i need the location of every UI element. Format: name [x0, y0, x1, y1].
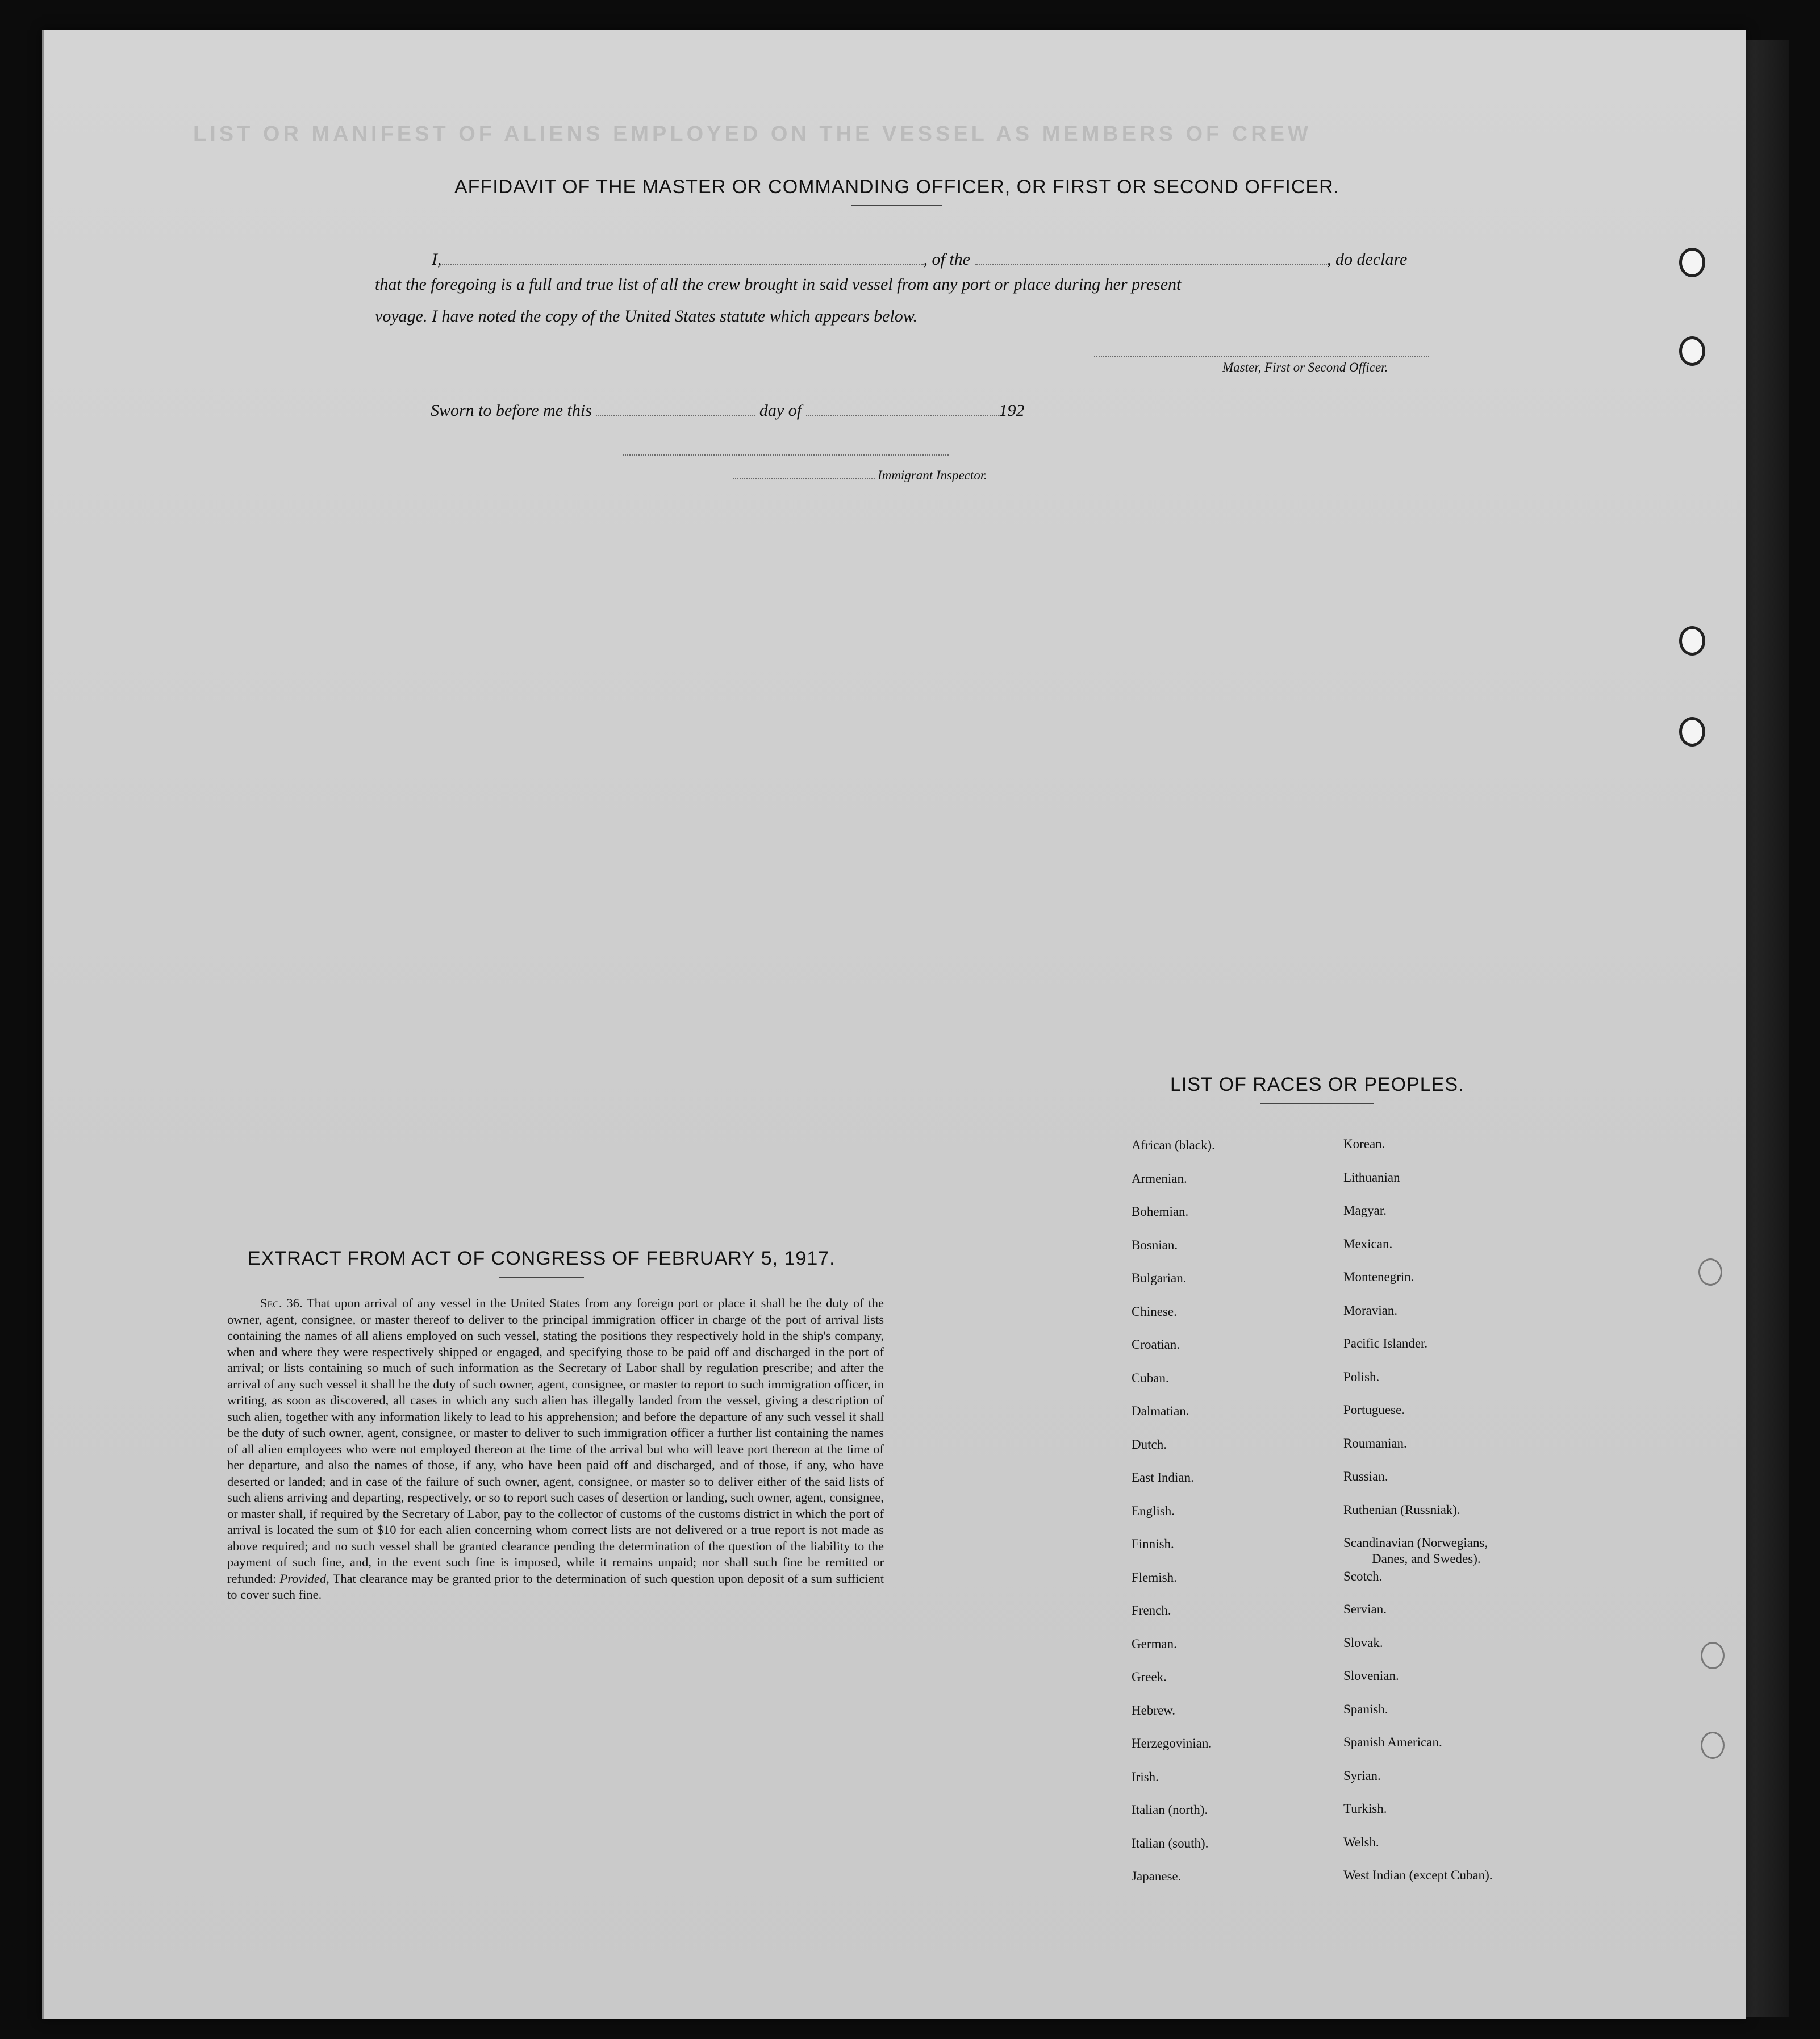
race-item: Armenian. — [1132, 1171, 1187, 1186]
binder-hole — [1679, 336, 1705, 366]
race-item: Bohemian. — [1132, 1204, 1189, 1219]
binder-hole — [1679, 248, 1705, 277]
heading-rule — [1260, 1103, 1374, 1104]
extract-title: EXTRACT FROM ACT OF CONGRESS OF FEBRUARY 5, 1917. — [248, 1248, 836, 1269]
binder-hole — [1701, 1642, 1725, 1669]
signature-line — [1094, 341, 1429, 357]
race-item: Croatian. — [1132, 1337, 1180, 1352]
races-heading — [1170, 1074, 1464, 1104]
races-title: LIST OF RACES OR PEOPLES. — [1170, 1074, 1464, 1095]
race-item: Montenegrin. — [1343, 1270, 1414, 1284]
affidavit-title: AFFIDAVIT OF THE MASTER OR COMMANDING OFFICER, OR FIRST OR SECOND OFFICER. — [454, 176, 1340, 198]
race-item: Finnish. — [1132, 1537, 1174, 1551]
inspector-caption-line — [733, 468, 875, 479]
race-item: Moravian. — [1343, 1303, 1398, 1317]
race-item: Slovenian. — [1343, 1669, 1399, 1683]
declaration-line-3: voyage. I have noted the copy of the United States statute which appears below. — [375, 307, 918, 326]
signature-caption: Master, First or Second Officer. — [1222, 360, 1388, 374]
race-item: Servian. — [1343, 1602, 1387, 1616]
race-item: Roumanian. — [1343, 1436, 1407, 1450]
race-item: Polish. — [1343, 1369, 1380, 1384]
extract-heading — [248, 1248, 836, 1278]
statute-body: That upon arrival of any vessel in the United States from any foreign port or place it shall be the duty of the owner, agent, consignee, or master thereof to deliver to the principal immigration officer in charge of the port of arrival lists containing the names of all aliens employed on such vessel, stating the positions they respectively hold in the ship's company, when and where they were respectively shipped or engaged, and specifying those to be paid off and discharged in the port of arrival; or lists containing so much of such information as the Secretary of Labor shall by regulation prescribe; and after the arrival of any such vessel it shall be the duty of such owner, agent, consignee, or master to report to such immigration officer, in writing, as soon as discovered, all cases in which any such alien has illegally landed from the vessel, giving a description of such alien, together with any information likely to lead to his apprehension; and before the departure of any such vessel it shall be the duty of such owner, agent, consignee, or master to deliver to such immigration officer a further list containing the names of all alien employees who were not employed thereon at the time of the arrival but who will leave port thereon at the time of her departure, and also the names of those, if any, who have been paid off and discharged, and of those, if any, who have deserted or landed; and in case of the failure of such owner, agent, consignee, or master so to deliver either of the said lists of such aliens arriving and departing, respectively, or so to report such cases of desertion or landing, such owner, agent, consignee, or master shall, if required by the Secretary of Labor, pay to the collector of customs of the customs district in which the port of arrival is located the sum of $10 for each alien concerning whom correct lists are not delivered or a true report is not made as above required; and no such vessel shall be granted clearance pending the determination of the question of the liability to the payment of such fine, and, in the event such fine is imposed, while it remains unpaid; nor shall such fine be remitted or refunded: — [227, 1296, 884, 1586]
race-item: Cuban. — [1132, 1370, 1169, 1385]
race-item: French. — [1132, 1603, 1171, 1617]
race-item: Dalmatian. — [1132, 1404, 1189, 1418]
race-item: Turkish. — [1343, 1802, 1387, 1816]
inspector-signature-line — [623, 440, 949, 456]
race-item: Portuguese. — [1343, 1403, 1405, 1417]
scanner-background — [1744, 40, 1789, 2017]
declaration-of-the: , of the — [923, 250, 970, 269]
binder-hole — [1679, 717, 1705, 747]
section-label: Sec. 36. — [260, 1296, 303, 1310]
binder-hole — [1679, 626, 1705, 656]
race-item: Flemish. — [1132, 1570, 1177, 1585]
race-item: Spanish American. — [1343, 1735, 1442, 1749]
race-item: Hebrew. — [1132, 1703, 1176, 1717]
inspector-caption: Immigrant Inspector. — [878, 468, 987, 482]
declaration-line-2: that the foregoing is a full and true list of all the crew brought in said vessel from any port or place during her present — [375, 275, 1182, 294]
statute-text — [227, 1295, 884, 1603]
heading-rule — [851, 205, 942, 206]
name-blank — [442, 249, 924, 265]
race-item-scandinavian: Scandinavian (Norwegians, — [1343, 1536, 1488, 1550]
declaration-line-1 — [432, 249, 1407, 269]
race-item: Welsh. — [1343, 1834, 1379, 1849]
race-item: Mexican. — [1343, 1236, 1393, 1251]
race-item: Irish. — [1132, 1769, 1159, 1784]
sworn-prefix: Sworn to before me this — [431, 401, 592, 420]
declaration-do-declare: , do declare — [1327, 250, 1408, 269]
race-item: German. — [1132, 1636, 1177, 1651]
sworn-day-of: day of — [759, 401, 802, 420]
vessel-blank — [975, 249, 1327, 265]
race-item: Japanese. — [1132, 1869, 1182, 1883]
day-blank — [596, 400, 755, 416]
race-item: Russian. — [1343, 1469, 1388, 1483]
race-item: Greek. — [1132, 1670, 1167, 1684]
race-item: Italian (north). — [1132, 1803, 1208, 1817]
month-blank — [806, 400, 999, 416]
race-item: Bosnian. — [1132, 1237, 1178, 1252]
race-item: Dutch. — [1132, 1437, 1167, 1452]
race-item-scandinavian-cont: Danes, and Swedes). — [1372, 1552, 1481, 1566]
race-item: Lithuanian — [1343, 1170, 1400, 1185]
race-item: West Indian (except Cuban). — [1343, 1868, 1493, 1882]
sworn-line — [431, 400, 1025, 420]
race-item: Chinese. — [1132, 1304, 1177, 1319]
race-item: African (black). — [1132, 1138, 1215, 1152]
race-item: Slovak. — [1343, 1635, 1383, 1650]
statute-provided: Provided, — [279, 1571, 329, 1586]
race-item: Italian (south). — [1132, 1836, 1209, 1850]
binder-hole — [1698, 1258, 1722, 1286]
race-item: Herzegovinian. — [1132, 1736, 1212, 1750]
race-item: Scotch. — [1343, 1569, 1383, 1583]
race-item: Pacific Islander. — [1343, 1336, 1428, 1350]
races-list-left — [1132, 1137, 1215, 1902]
statute-body-end: That clearance may be granted prior to the determination of such question upon deposit of a sum sufficient to cover such fine. — [227, 1571, 884, 1602]
race-item: English. — [1132, 1503, 1175, 1518]
race-item: East Indian. — [1132, 1470, 1194, 1485]
race-item: Ruthenian (Russniak). — [1343, 1502, 1460, 1517]
race-item — [1343, 1535, 1493, 1569]
race-item: Bulgarian. — [1132, 1271, 1187, 1285]
race-item: Korean. — [1343, 1137, 1385, 1151]
races-list-right — [1343, 1136, 1493, 1901]
declaration-i: I, — [432, 250, 442, 269]
affidavit-heading — [454, 176, 1339, 206]
binder-hole — [1701, 1732, 1725, 1759]
race-item: Spanish. — [1343, 1702, 1388, 1716]
race-item: Syrian. — [1343, 1768, 1381, 1783]
bleed-through-text: LIST OR MANIFEST OF ALIENS EMPLOYED ON THE VESSEL AS MEMBERS OF CREW — [193, 122, 1312, 146]
race-item: Magyar. — [1343, 1203, 1387, 1217]
heading-rule — [499, 1277, 584, 1278]
sworn-year: 192 — [999, 401, 1025, 420]
